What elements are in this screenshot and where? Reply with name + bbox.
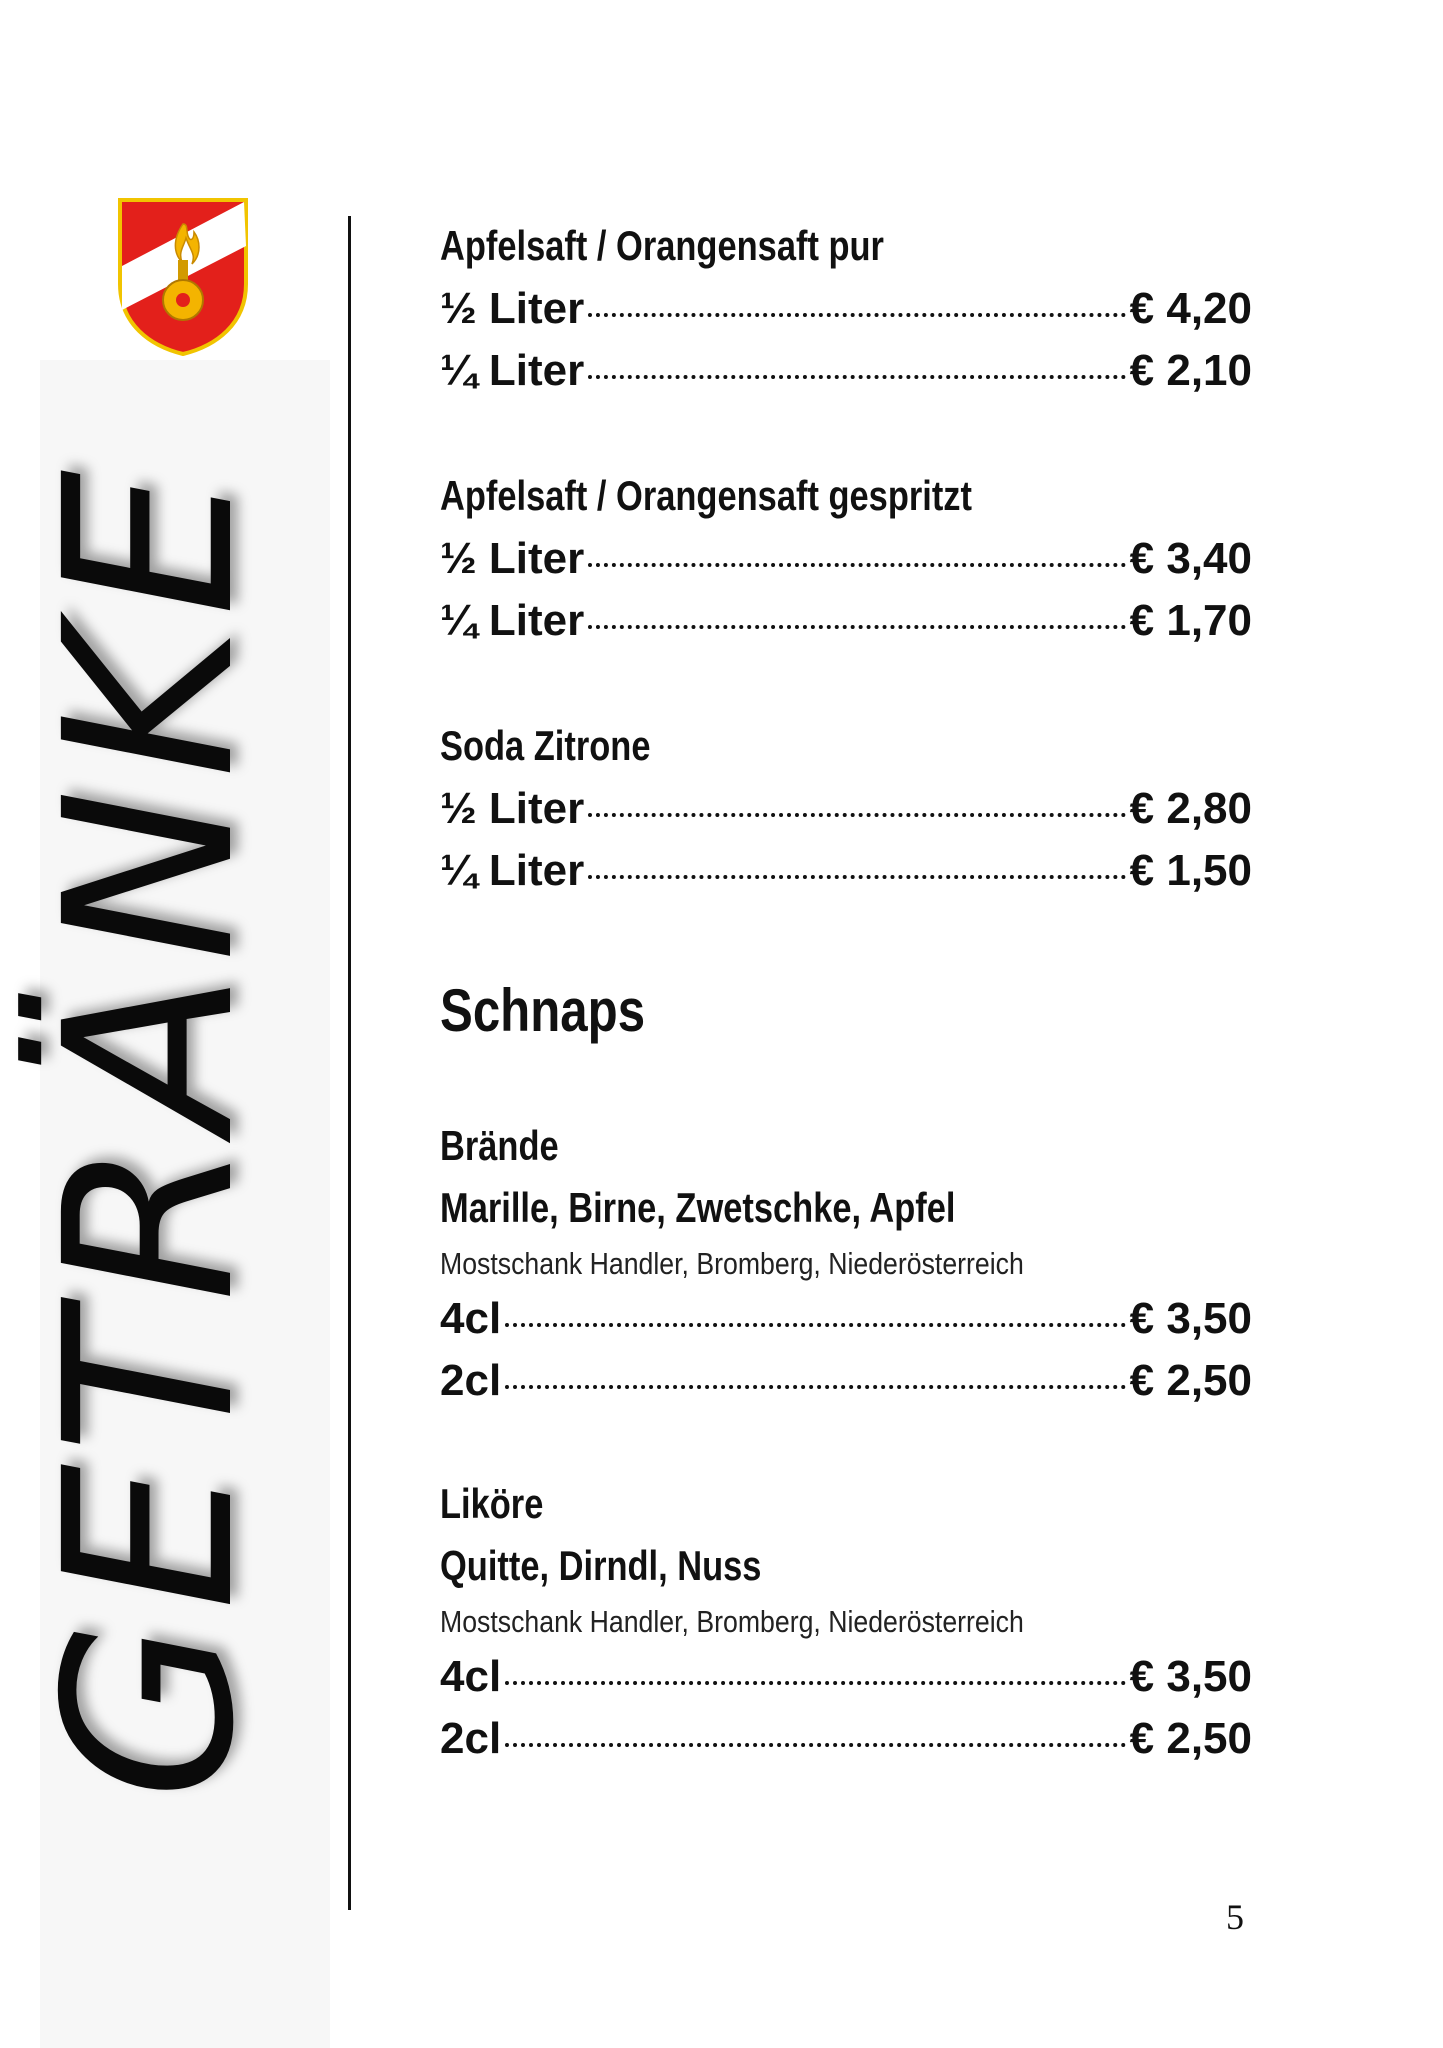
dot-leader	[588, 813, 1125, 817]
item-label: ¼ Liter	[440, 596, 585, 645]
item-price: € 4,20	[1129, 284, 1252, 333]
item-price: € 2,50	[1129, 1356, 1252, 1405]
schnaps-heading: Schnaps	[440, 977, 646, 1044]
item-price: € 3,50	[1129, 1294, 1252, 1343]
item-price: € 2,80	[1129, 784, 1252, 833]
item-label: ¼ Liter	[440, 346, 585, 395]
dot-leader	[588, 625, 1125, 629]
item-label: 2cl	[440, 1356, 502, 1405]
vertical-divider	[348, 216, 351, 1910]
price-row	[440, 846, 1252, 902]
item-label: 4cl	[440, 1294, 502, 1343]
item-price: € 1,50	[1129, 846, 1252, 895]
item-label: ½ Liter	[440, 284, 585, 333]
item-price: € 3,50	[1129, 1652, 1252, 1701]
dot-leader	[588, 563, 1125, 567]
price-row	[440, 784, 1252, 840]
item-price: € 2,50	[1129, 1714, 1252, 1763]
price-row	[440, 1714, 1252, 1770]
price-row	[440, 1294, 1252, 1350]
price-row	[440, 1356, 1252, 1412]
price-row	[440, 534, 1252, 590]
price-row	[440, 346, 1252, 402]
dot-leader	[505, 1681, 1125, 1685]
section-title: Soda Zitrone	[440, 722, 651, 769]
price-row	[440, 1652, 1252, 1708]
item-label: ½ Liter	[440, 784, 585, 833]
likore-title: Liköre	[440, 1480, 544, 1527]
dot-leader	[505, 1323, 1125, 1327]
item-label: ¼ Liter	[440, 846, 585, 895]
item-label: ½ Liter	[440, 534, 585, 583]
price-row	[440, 596, 1252, 652]
dot-leader	[505, 1743, 1125, 1747]
page-number: 5	[1226, 1897, 1244, 1937]
side-title: GETRÄNKE	[15, 459, 285, 1801]
price-row	[440, 284, 1252, 340]
item-price: € 2,10	[1129, 346, 1252, 395]
fire-brigade-emblem-icon	[116, 196, 250, 356]
section-title: Apfelsaft / Orangensaft pur	[440, 222, 884, 269]
dot-leader	[588, 375, 1125, 379]
brande-title: Brände	[440, 1122, 559, 1169]
item-label: 2cl	[440, 1714, 502, 1763]
dot-leader	[588, 313, 1125, 317]
section-title: Apfelsaft / Orangensaft gespritzt	[440, 472, 972, 519]
dot-leader	[588, 875, 1125, 879]
dot-leader	[505, 1385, 1125, 1389]
likore-source: Mostschank Handler, Bromberg, Niederösterreich	[440, 1604, 1024, 1639]
item-price: € 3,40	[1129, 534, 1252, 583]
brande-varieties: Marille, Birne, Zwetschke, Apfel	[440, 1184, 956, 1231]
item-label: 4cl	[440, 1652, 502, 1701]
item-price: € 1,70	[1129, 596, 1252, 645]
brande-source: Mostschank Handler, Bromberg, Niederösterreich	[440, 1246, 1024, 1281]
likore-varieties: Quitte, Dirndl, Nuss	[440, 1542, 762, 1589]
